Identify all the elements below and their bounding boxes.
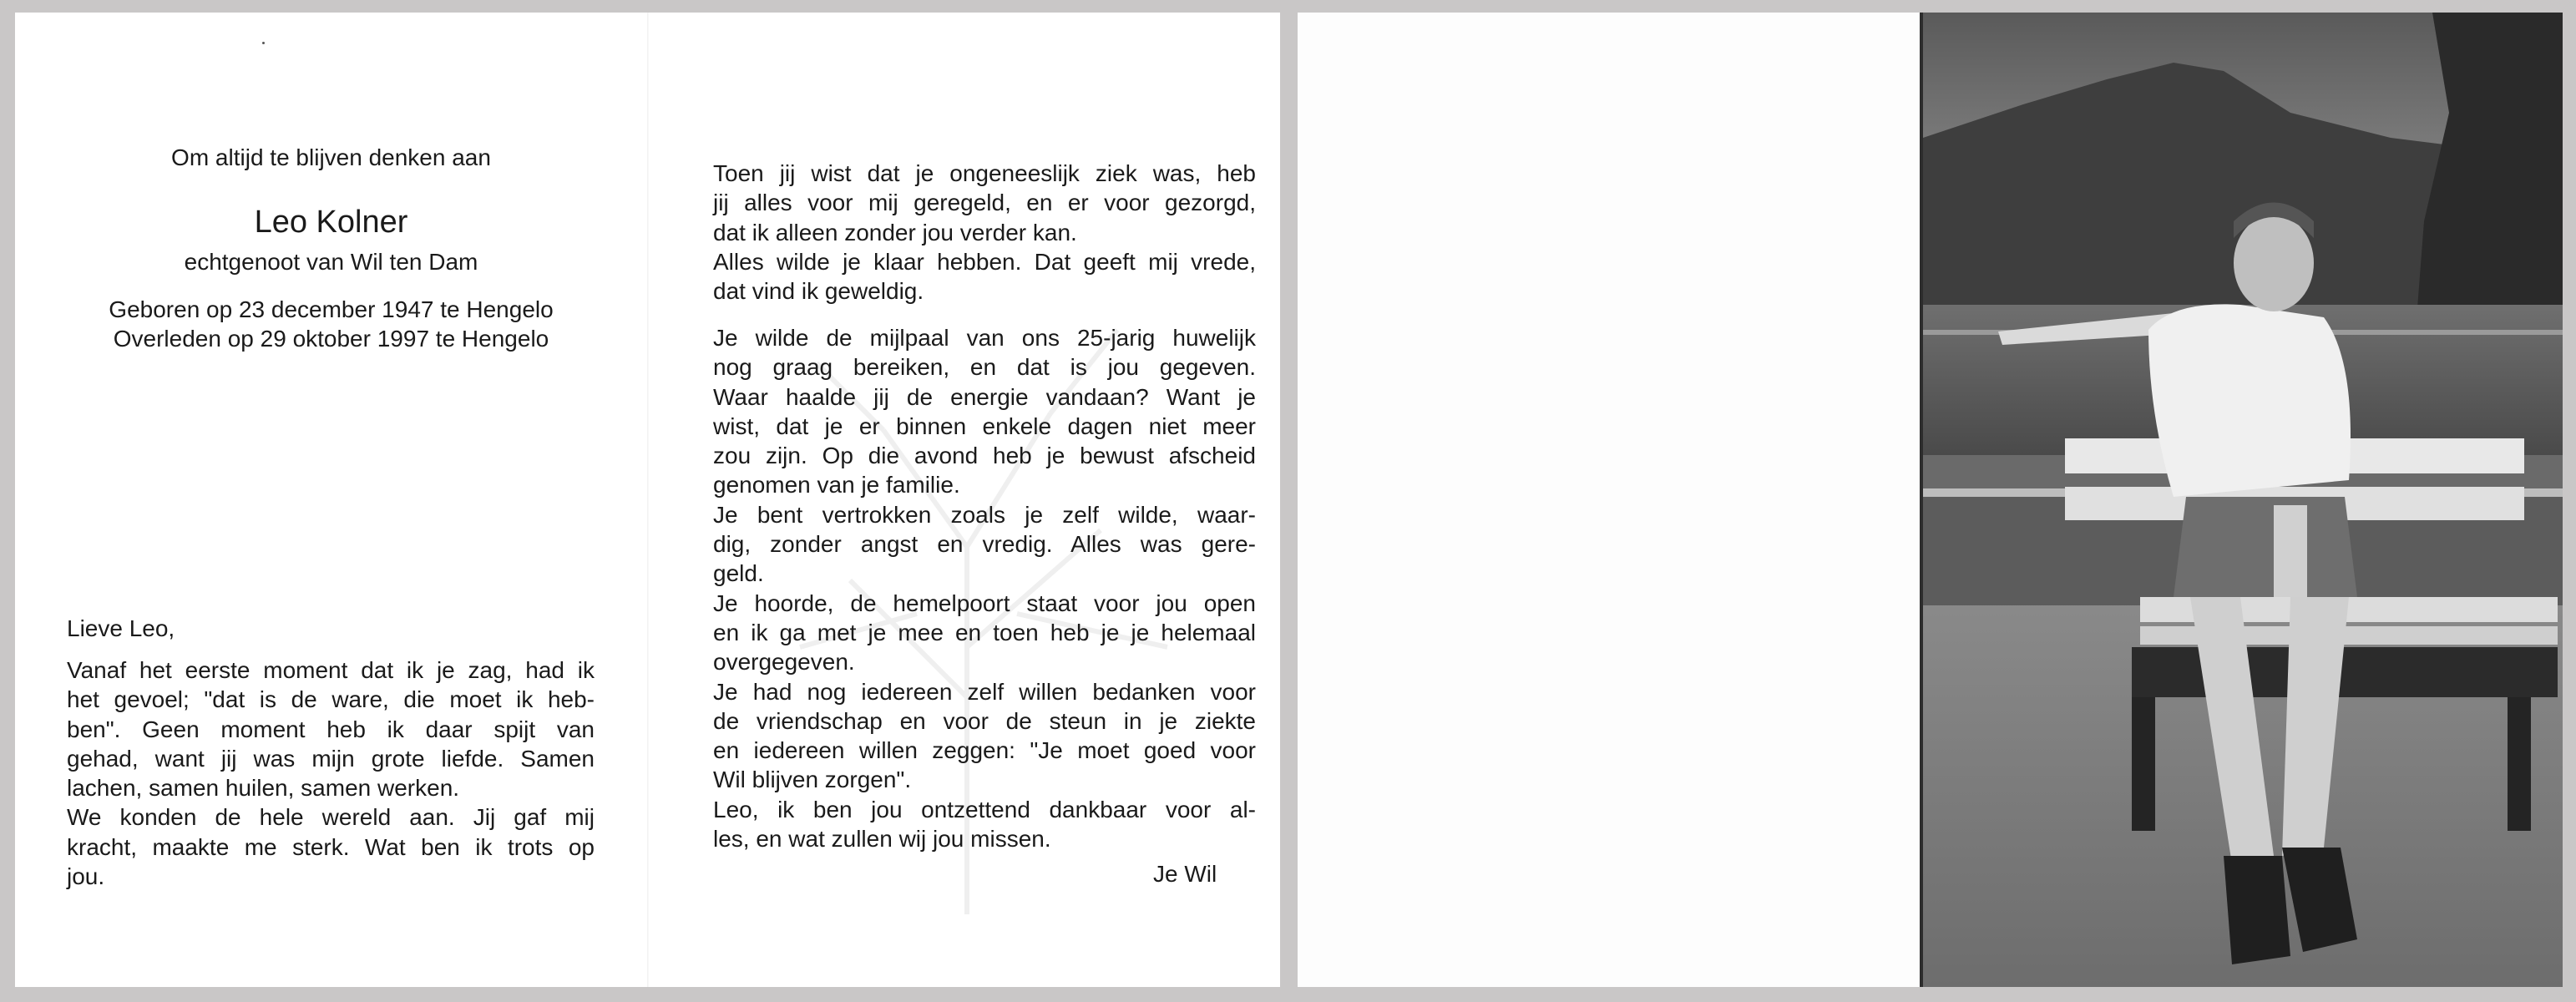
letter-line: We konden de hele wereld aan. Jij gaf mij [67,804,595,831]
tribute-line: dat vind ik geweldig. [713,278,924,305]
tribute-paragraph-1 [713,159,1256,306]
shorts [2174,497,2357,597]
signature: Je Wil [1153,861,1217,887]
bench-frame [2132,647,2558,697]
death-line: Overleden op 29 oktober 1997 te Hengelo [113,326,549,352]
tribute-line: Alles wilde je klaar hebben. Dat geeft mij vrede, [713,248,1256,275]
tribute-line: zou zijn. Op die avond heb je bewust afscheid [713,443,1256,469]
tribute-line: dat ik alleen zonder jou verder kan. [713,219,1077,245]
letter-line: lachen, samen huilen, samen werken. [67,775,460,802]
letter-body [67,655,595,891]
tribute-line: Je wilde de mijlpaal van ons 25-jarig huwelijk [713,325,1256,351]
photo-man-on-bench [1923,13,2563,987]
tribute-line: Leo, ik ben jou ontzettend dankbaar voor al- [713,796,1256,822]
tribute-line: Je bent vertrokken zoals je zelf wilde, waar- [713,501,1256,528]
card-fold-line [647,13,649,987]
left-shoe [2224,856,2290,964]
tribute-line: overgegeven. [713,649,855,676]
spouse-line: echtgenoot van Wil ten Dam [184,249,478,275]
tribute-line: en ik ga met je mee en toen heb je je helemaal [713,619,1256,645]
letter-line: kracht, maakte me sterk. Wat ben ik trots op [67,833,595,860]
birth-line: Geboren op 23 december 1947 te Hengelo [109,296,554,322]
tribute-line: wist, dat je er binnen enkele dagen niet meer [713,412,1256,439]
memorial-card-inside [15,13,1280,987]
tribute-line: Toen jij wist dat je ongeneeslijk ziek was, heb [713,160,1256,186]
tribute-line: genomen van je familie. [713,472,960,498]
tribute-line: dig, zonder angst en vredig. Alles was gere- [713,531,1256,558]
tribute-line: de vriendschap en voor de steun in je ziekte [713,707,1256,734]
print-speck [262,42,265,44]
head [2234,215,2314,311]
letter-greeting: Lieve Leo, [67,615,175,641]
tribute-line: Waar haalde jij de energie vandaan? Want je [713,383,1256,410]
letter-line: ben". Geen moment heb ik daar spijt van [67,716,595,742]
letter-line: Vanaf het eerste moment dat ik je zag, had ik [67,657,595,683]
tribute-line: Wil blijven zorgen". [713,767,912,793]
tribute-paragraph-2 [713,323,1256,853]
tribute-line: nog graag bereiken, en dat is jou gegeven. [713,354,1256,381]
tribute-line: geld. [713,560,764,587]
letter-line: het gevoel; "dat is de ware, die moet ik heb- [67,686,595,713]
intro-text: Om altijd te blijven denken aan [171,144,491,170]
tribute-line: Je had nog iedereen zelf willen bedanken voor [713,678,1256,705]
forearm [2274,505,2307,597]
tribute-line: jij alles voor mij geregeld, en er voor gezorgd, [713,190,1256,216]
letter-line: jou. [67,863,105,890]
tribute-line: les, en wat zullen wij jou missen. [713,826,1051,853]
tribute-line: en iedereen willen zeggen: "Je moet goed voor [713,737,1256,764]
white-shirt [2148,304,2351,497]
tribute-line: Je hoorde, de hemelpoort staat voor jou open [713,590,1256,616]
memorial-photo [1923,13,2563,987]
deceased-name: Leo Kolner [254,205,408,240]
letter-line: gehad, want jij was mijn grote liefde. Samen [67,745,595,772]
